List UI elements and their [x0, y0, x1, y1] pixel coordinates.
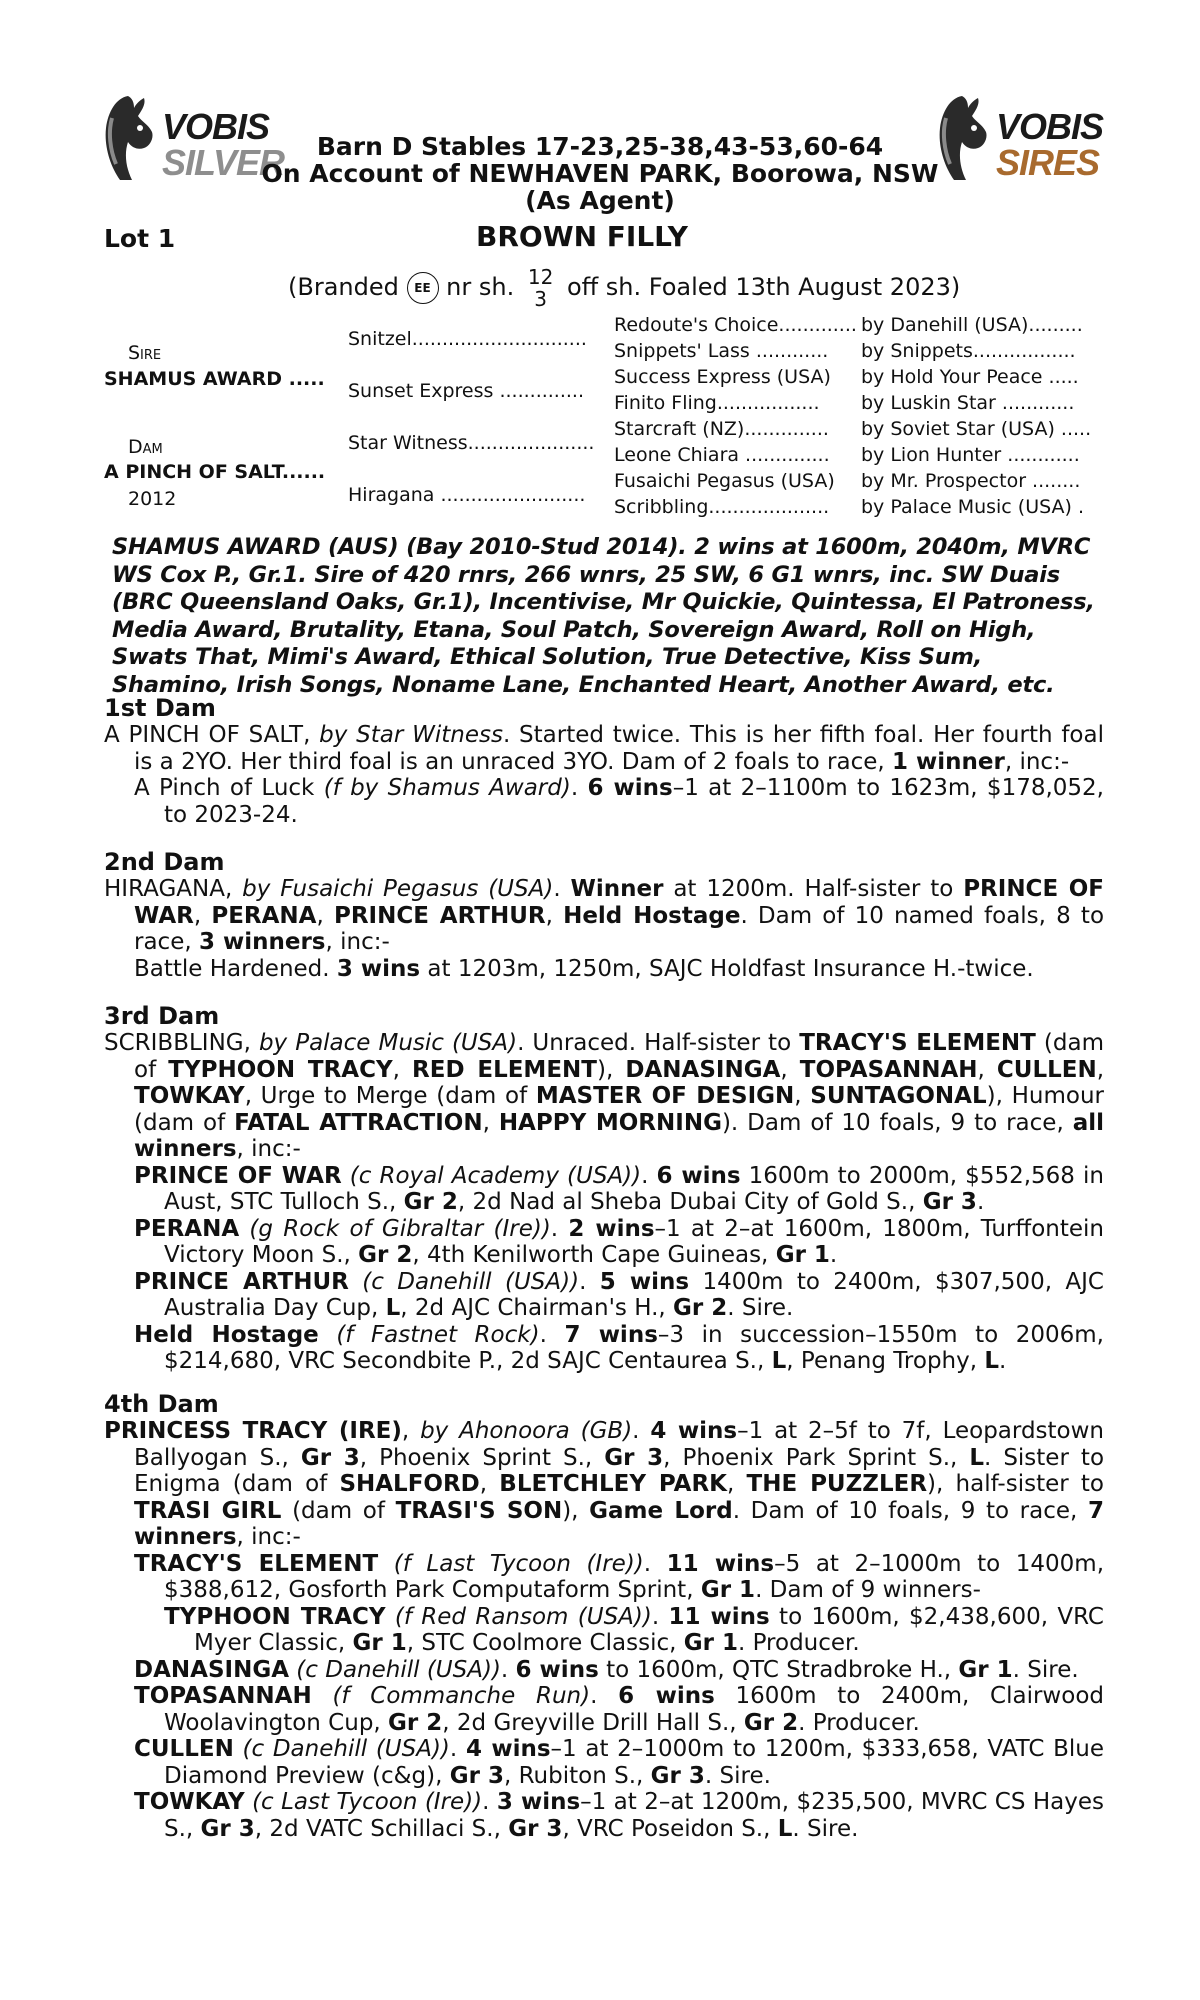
- fourth-dam-section: [104, 1390, 1104, 1842]
- second-dam-progeny: Battle Hardened. 3 wins at 1203m, 1250m, SAJC Holdfast Insurance H.-twice.: [134, 955, 1034, 982]
- logo-right-line2: SIRES: [996, 142, 1100, 183]
- logo-right-line1: VOBIS: [996, 106, 1104, 147]
- header-line-3: (As Agent): [525, 186, 675, 215]
- sire-label: Sire: [128, 342, 162, 364]
- sire-name: SHAMUS AWARD .....: [104, 368, 325, 390]
- gen3-name-7: Fusaichi Pegasus (USA): [614, 470, 835, 492]
- brand-mid: nr sh.: [446, 273, 515, 301]
- third-dam-progeny-1: PRINCE OF WAR (c Royal Academy (USA)). 6 wins 1600m to 2000m, $552,568 in Aust, STC Tulloch S., Gr 2, 2d Nad al Sheba Dubai City of Gold S., Gr 3.: [134, 1162, 1104, 1215]
- third-dam-progeny-4: Held Hostage (f Fastnet Rock). 7 wins–3 in succession–1550m to 2006m, $214,680, VRC Secondbite P., 2d SAJC Centaurea S., L, Penang Trophy, L.: [134, 1321, 1104, 1374]
- gen2-dam-dam: Hiragana ........................: [348, 484, 586, 506]
- fourth-dam-progeny-2: TOPASANNAH (f Commanche Run). 6 wins 1600m to 2400m, Clairwood Woolavington Cup, Gr 2, 2d Greyville Drill Hall S., Gr 2. Producer.: [134, 1683, 1104, 1736]
- brand-num-top: 12: [527, 265, 554, 289]
- gen3-name-3: Success Express (USA): [614, 366, 831, 388]
- fourth-dam-progeny-4: TOWKAY (c Last Tycoon (Ire)). 3 wins–1 at 2–at 1200m, $235,500, MVRC CS Hayes S., Gr 3, 2d VATC Schillaci S., Gr 3, VRC Poseidon S., L. Sire.: [134, 1789, 1104, 1842]
- dam-year: 2012: [128, 488, 177, 510]
- horse-title: BROWN FILLY: [476, 220, 688, 253]
- gen3-name-5: Starcraft (NZ)..............: [614, 418, 829, 440]
- header-line-1: Barn D Stables 17-23,25-38,43-53,60-64: [316, 132, 884, 161]
- gen3-by-1: by Danehill (USA).........: [861, 314, 1083, 336]
- brand-symbol-icon: EE: [407, 272, 439, 304]
- third-dam-section: [104, 1002, 1104, 1375]
- second-dam-section: [104, 848, 1104, 982]
- third-dam-progeny-2: PERANA (g Rock of Gibraltar (Ire)). 2 wins–1 at 2–at 1600m, 1800m, Turffontein Victory Moon S., Gr 2, 4th Kenilworth Cape Guineas, Gr 1.: [134, 1215, 1105, 1268]
- sire-summary: SHAMUS AWARD (AUS) (Bay 2010-Stud 2014). 2 wins at 1600m, 2040m, MVRC WS Cox P., Gr.1. Sire of 420 rnrs, 266 wnrs, 25 SW, 6 G1 wnrs, inc. SW Duais (BRC Queensland Oaks, Gr.1), Incentivise, Mr Quickie, Quintessa, El Patroness, Media Award, Brutality, Etana, Soul Patch, Sovereign Award, Roll on High, Swats That, Mimi's Award, Ethical Solution, True Detective, Kiss Sum, Shamino, Irish Songs, Noname Lane, Enchanted Heart, Another Award, etc.: [112, 534, 1095, 698]
- gen2-sire-dam: Sunset Express ..............: [348, 380, 585, 402]
- fourth-dam-heading: 4th Dam: [104, 1390, 219, 1418]
- brand-num-bottom: 3: [534, 287, 547, 311]
- vobis-sires-logo: [932, 88, 1104, 198]
- first-dam-section: [104, 694, 1104, 828]
- first-dam-progeny: A Pinch of Luck (f by Shamus Award). 6 wins–1 at 2–1100m to 1623m, $178,052, to 2023-24.: [134, 775, 1104, 828]
- header-line-2: On Account of NEWHAVEN PARK, Boorowa, NSW: [261, 159, 939, 188]
- first-dam-text: A PINCH OF SALT, by Star Witness. Started twice. This is her fifth foal. Her fourth foal is a 2YO. Her third foal is an unraced 3YO. Dam of 2 foals to race, 1 winner, inc:-: [104, 722, 1104, 775]
- lot-number: Lot 1: [104, 224, 176, 253]
- gen3-by-5: by Soviet Star (USA) .....: [861, 418, 1092, 440]
- third-dam-heading: 3rd Dam: [104, 1002, 220, 1030]
- fourth-dam-progeny-1: DANASINGA (c Danehill (USA)). 6 wins to 1600m, QTC Stradbroke H., Gr 1. Sire.: [134, 1656, 1079, 1683]
- logo-left-line1: VOBIS: [162, 106, 270, 147]
- third-dam-text: SCRIBBLING, by Palace Music (USA). Unraced. Half-sister to TRACY'S ELEMENT (dam of TYPHOON TRACY, RED ELEMENT), DANASINGA, TOPASANNAH, CULLEN, TOWKAY, Urge to Merge (dam of MASTER OF DESIGN, SUNTAGONAL), Humour (dam of FATAL ATTRACTION, HAPPY MORNING). Dam of 10 foals, 9 to race, all winners, inc:-: [104, 1030, 1105, 1162]
- first-dam-heading: 1st Dam: [104, 694, 216, 722]
- gen3-name-2: Snippets' Lass ............: [614, 340, 829, 362]
- horse-head-icon: [98, 88, 168, 188]
- gen3-name-6: Leone Chiara ..............: [614, 444, 830, 466]
- gen3-by-4: by Luskin Star ............: [861, 392, 1075, 414]
- brand-post: off sh. Foaled 13th August 2023): [566, 273, 961, 301]
- gen3-name-4: Finito Fling.................: [614, 392, 820, 414]
- gen3-by-3: by Hold Your Peace .....: [861, 366, 1079, 388]
- brand-line: [288, 266, 960, 310]
- dam-name: A PINCH OF SALT......: [104, 461, 326, 483]
- fourth-dam-typhoon-tracy: TYPHOON TRACY (f Red Ransom (USA)). 11 wins to 1600m, $2,438,600, VRC Myer Classic, Gr 1, STC Coolmore Classic, Gr 1. Producer.: [164, 1603, 1104, 1656]
- second-dam-heading: 2nd Dam: [104, 848, 225, 876]
- fourth-dam-tracys-element: TRACY'S ELEMENT (f Last Tycoon (Ire)). 11 wins–5 at 2–1000m to 1400m, $388,612, Gosforth Park Computaform Sprint, Gr 1. Dam of 9 winners-: [134, 1550, 1105, 1603]
- gen3-name-8: Scribbling....................: [614, 496, 830, 518]
- gen2-sire-sire: Snitzel.............................: [348, 328, 587, 350]
- gen3-by-8: by Palace Music (USA) .: [861, 496, 1085, 518]
- dam-label: Dam: [128, 436, 163, 458]
- gen3-by-2: by Snippets.................: [861, 340, 1076, 362]
- gen3-name-1: Redoute's Choice.............: [614, 314, 857, 336]
- fourth-dam-progeny-3: CULLEN (c Danehill (USA)). 4 wins–1 at 2–1000m to 1200m, $333,658, VATC Blue Diamond Preview (c&g), Gr 3, Rubiton S., Gr 3. Sire.: [134, 1736, 1104, 1789]
- fourth-dam-text: PRINCESS TRACY (IRE), by Ahonoora (GB). 4 wins–1 at 2–5f to 7f, Leopardstown Ballyogan S., Gr 3, Phoenix Sprint S., Gr 3, Phoenix Park Sprint S., L. Sister to Enigma (dam of SHALFORD, BLETCHLEY PARK, THE PUZZLER), half-sister to TRASI GIRL (dam of TRASI'S SON), Game Lord. Dam of 10 foals, 9 to race, 7 winners, inc:-: [104, 1418, 1105, 1550]
- vobis-silver-logo: [98, 88, 285, 198]
- third-dam-progeny-3: PRINCE ARTHUR (c Danehill (USA)). 5 wins 1400m to 2400m, $307,500, AJC Australia Day Cup, L, 2d AJC Chairman's H., Gr 2. Sire.: [134, 1268, 1104, 1321]
- brand-number: [528, 266, 553, 310]
- brand-pre: (Branded: [288, 273, 399, 301]
- gen3-by-7: by Mr. Prospector ........: [861, 470, 1081, 492]
- gen3-by-6: by Lion Hunter ............: [861, 444, 1080, 466]
- logo-left-line2: SILVER: [162, 142, 285, 183]
- second-dam-text: HIRAGANA, by Fusaichi Pegasus (USA). Winner at 1200m. Half-sister to PRINCE OF WAR, PERANA, PRINCE ARTHUR, Held Hostage. Dam of 10 named foals, 8 to race, 3 winners, inc:-: [104, 876, 1105, 955]
- gen2-dam-sire: Star Witness.....................: [348, 432, 595, 454]
